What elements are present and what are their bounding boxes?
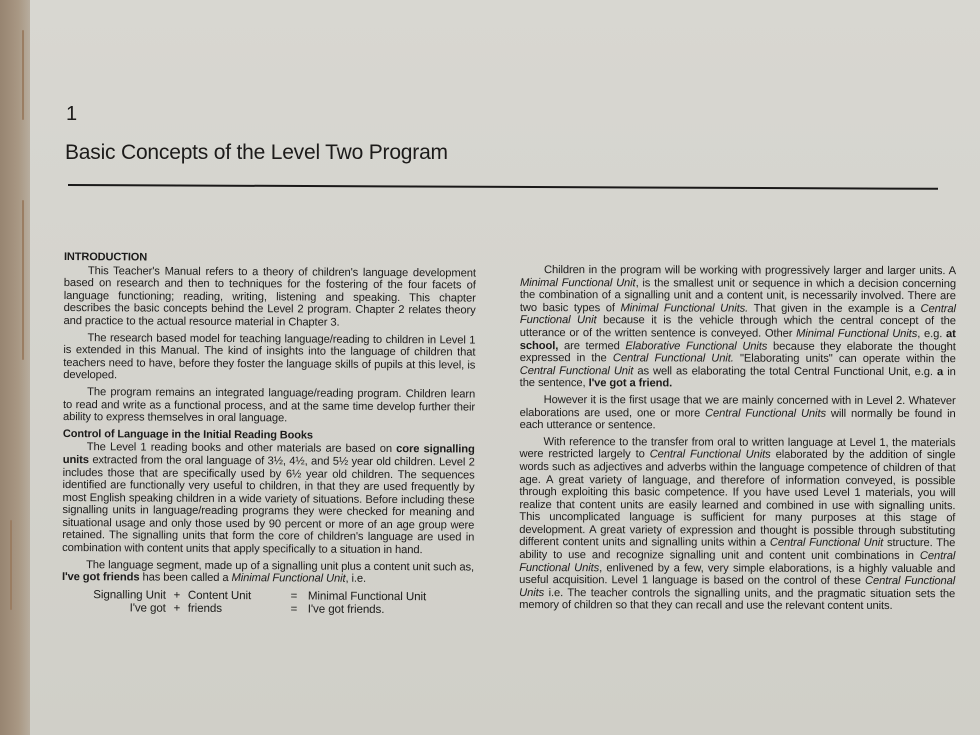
bold-term: I've got friends — [61, 571, 140, 584]
italic-term: Central Functional Unit — [519, 364, 634, 378]
eq-equals: = — [290, 602, 298, 616]
right-column — [519, 264, 956, 617]
text-run: structure. The ability to use and recognize signalling unit and content unit combinations in — [519, 537, 956, 563]
eq-content-example: friends — [187, 601, 222, 615]
text-run: because they elaborate the thought expressed in the — [519, 340, 956, 365]
text-run: Children in the program will be working with progressively larger and larger units. A — [543, 264, 956, 278]
text-run: in the sentence, — [519, 365, 956, 390]
text-run: With reference to the transfer from oral to written language at Level 1, the materials were restricted largely to — [519, 435, 956, 461]
unit-equation — [62, 588, 474, 617]
paragraph — [62, 559, 474, 587]
binding-stitch — [22, 30, 24, 120]
italic-term: Minimal Functional Units — [796, 327, 918, 341]
italic-term: Minimal Functional Units. — [620, 302, 749, 315]
text-run: , is the smallest unit or sequence in which a decision concerning the combination of a signalling unit and a content unit, is necessarily involved. There are two basic types of — [519, 276, 956, 315]
text-run: because it is the vehicle through which the central concept of the utterance or of the written sentence is conveyed. Other — [519, 314, 956, 340]
bold-term: at school, — [519, 328, 956, 352]
text-run: , e.g. — [917, 328, 947, 341]
text-run: as well as elaborating the total Central Functional Unit, e.g. — [633, 365, 938, 378]
eq-result-label: Minimal Functional Unit — [307, 589, 427, 604]
binding-stitch — [22, 200, 24, 360]
text-run: However it is the first usage that we are mainly concerned with in Level 2. Whatever elaborations are used, one or more — [519, 393, 956, 420]
paragraph — [520, 264, 956, 391]
italic-term: Central Functional Units — [705, 407, 826, 420]
paragraph — [519, 436, 955, 613]
italic-term: Elaborative Functional Units — [625, 339, 768, 353]
text-run: "Elaborating units" can operate within the — [733, 352, 956, 366]
paragraph — [62, 441, 475, 557]
paragraph: The research based model for teaching language/reading to children in Level 1 is extended in this Manual. The kind of insights into the language of children that teachers need to have, before they foster the language skills of pupils at this level, is developed. — [63, 331, 476, 382]
section-heading-introduction: INTRODUCTION — [63, 251, 148, 264]
eq-result-example: I've got friends. — [307, 602, 385, 616]
italic-term: Central Functional Unit — [769, 537, 884, 550]
eq-signalling-label: Signalling Unit — [93, 588, 166, 602]
bold-term: I've got a friend. — [588, 377, 673, 390]
chapter-title: Basic Concepts of the Level Two Program — [65, 141, 448, 164]
chapter-number: 1 — [66, 103, 78, 125]
italic-term: Central Functional Units — [519, 575, 956, 599]
left-column — [62, 251, 476, 616]
italic-term: Central Functional Unit — [519, 302, 956, 327]
italic-term: Central Functional Units — [649, 448, 771, 461]
italic-term: Central Functional Units — [519, 550, 956, 574]
eq-plus: + — [173, 588, 181, 602]
text-run: , enlivened by a few, very simple elaborations, is a highly valuable and useful acquisition. Level 1 language is based on the control of these — [519, 561, 956, 588]
paragraph — [520, 394, 956, 433]
subsection-heading: Control of Language in the Initial Reading Books — [62, 427, 313, 442]
text-run: are termed — [558, 339, 626, 352]
eq-equals: = — [290, 589, 298, 603]
paragraph: This Teacher's Manual refers to a theory of children's language development based on research and then to techniques for the fostering of the four facets of language functioning; reading, writing, listening and speaking. This chapter describes the basic concepts behind the Level 2 program. Chapter 2 relates theory and practice to the actual resource material in Chapter 3. — [63, 264, 476, 329]
text-run: The language segment, made up of a signalling unit plus a content unit such as, — [86, 558, 475, 574]
eq-signalling-example: I've got — [129, 601, 166, 615]
italic-term: Central Functional Unit. — [612, 352, 734, 365]
paragraph: The program remains an integrated language/reading program. Children learn to read and write as a functional process, and at the same time develop further their ability to express themselves in oral language. — [62, 386, 476, 425]
text-run: That given in the example is a — [748, 302, 921, 315]
text-run: , i.e. — [345, 572, 367, 586]
binding-stitch — [10, 520, 12, 610]
bold-term: a — [937, 365, 944, 378]
eq-content-label: Content Unit — [187, 588, 252, 602]
text-run: will normally be found in each utterance or sentence. — [519, 407, 956, 432]
italic-term: Minimal Functional Unit — [231, 572, 346, 585]
text-run: elaborated by the addition of single words such as adjectives and adverbs within the language competence of children of that age. A great variety of language, and therefore of information conveyed, is possible through exploiting this basic competence. If you have used Level 1 materials, you will realize that content units are easily learned and combined in use with signalling units. This uncomplicated language is sufficient for many purposes at this stage of development. A great variety of expression and thought is possible through substituting different content units and signalling units within a — [519, 448, 956, 550]
text-run: has been called a — [139, 571, 232, 585]
text-run: extracted from the oral language of 3½, 4½, and 5½ year old children. Level 2 includes those that are specifically used by 6½ year old children. The sequences identified are functionally very useful to children, in that they are used frequently by most English speaking children in a wide variety of situations. Before including these signalling units in language/reading programs they were checked for meaning and situational usage and only those used by 90 percent or more of an age group were retained. The signalling units that form the core of children's language are used in combination with content units that apply specifically to a situation in hand. — [62, 454, 475, 557]
italic-term: Minimal Functional Unit — [519, 276, 636, 289]
bold-term: core signalling units — [62, 443, 475, 467]
text-run: The Level 1 reading books and other materials are based on — [86, 441, 397, 456]
text-run: i.e. The teacher controls the signalling units, and the pragmatic situation sets the memory of children so that they can recall and use the relevant content units. — [519, 586, 956, 613]
eq-plus: + — [173, 601, 181, 615]
